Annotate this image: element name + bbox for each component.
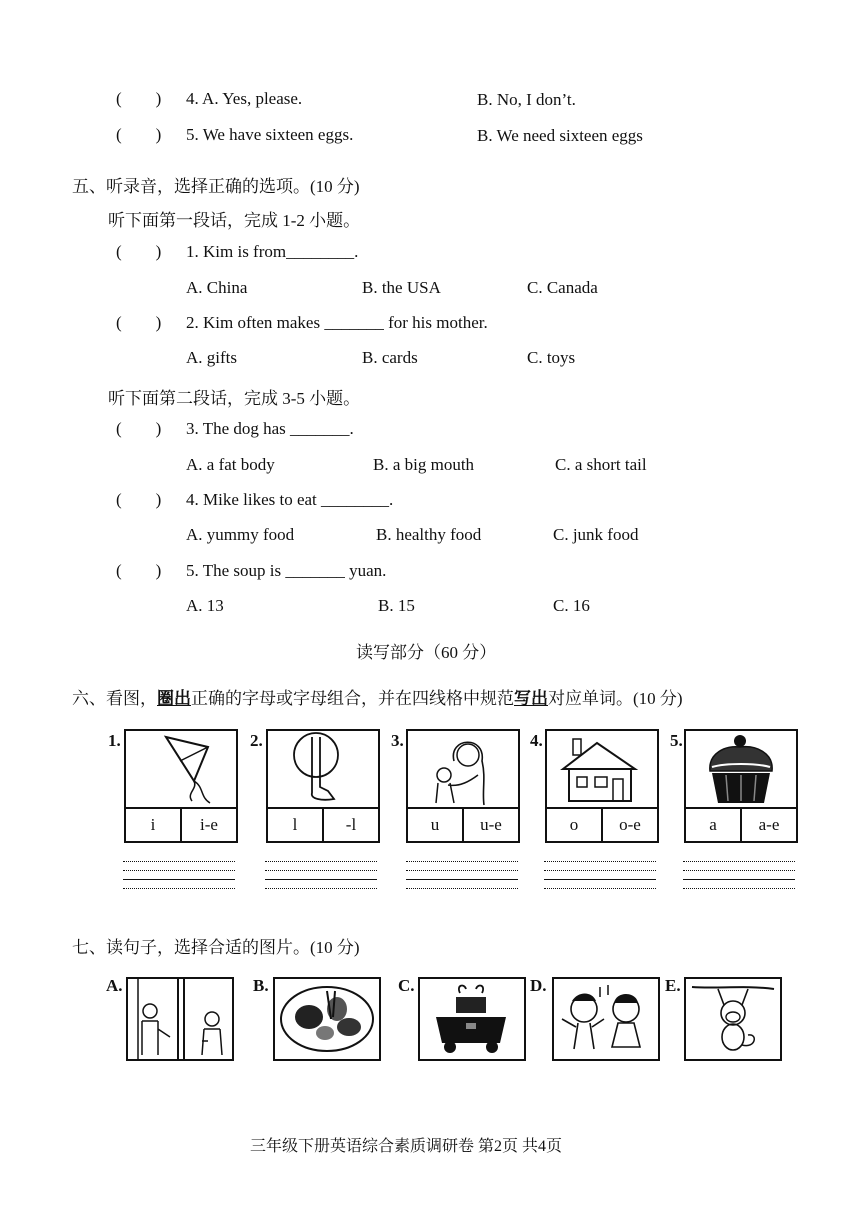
pic-label: B.: [253, 976, 269, 995]
answer-paren[interactable]: ( ): [116, 313, 162, 332]
pic-label: D.: [530, 976, 547, 995]
question-stem: 3. The dog has _______.: [186, 419, 354, 438]
pic-label: A.: [106, 976, 123, 995]
part6-item-4: [545, 729, 659, 843]
q4-option-b: B. No, I don’t.: [477, 90, 576, 109]
cupcake-icon: [686, 731, 796, 807]
part6-item-1: [124, 729, 238, 843]
dialog1-instruction: 听下面第一段话，完成 1-2 小题。: [108, 211, 361, 230]
picture-c[interactable]: [418, 977, 526, 1061]
option-a: A. gifts: [186, 348, 237, 367]
question-stem: 5. The soup is _______ yuan.: [186, 561, 387, 580]
option-2[interactable]: u-e: [480, 815, 502, 834]
option-c: C. a short tail: [555, 455, 647, 474]
picture-b[interactable]: [273, 977, 381, 1061]
picture-a[interactable]: [126, 977, 234, 1061]
option-a: A. yummy food: [186, 525, 295, 544]
q5-option-b: B. We need sixteen eggs: [477, 126, 643, 145]
part6-item-5: [684, 729, 798, 843]
answer-paren[interactable]: ( ): [116, 242, 162, 261]
option-c: C. junk food: [553, 525, 639, 544]
item-number: 5.: [670, 731, 683, 750]
robot-toy-icon: [420, 979, 524, 1059]
item-number: 3.: [391, 731, 404, 750]
item-number: 4.: [530, 731, 543, 750]
dancing-kids-icon: [554, 979, 658, 1059]
part6-item-2: [266, 729, 380, 843]
option-1[interactable]: i: [150, 815, 156, 834]
house-icon: [547, 731, 657, 807]
answer-paren[interactable]: ( ): [116, 89, 162, 108]
part5-title: 五、听录音，选择正确的选项。(10 分): [72, 177, 360, 196]
part6-item-3: [406, 729, 520, 843]
monkey-icon: [686, 979, 780, 1059]
question-stem: 2. Kim often makes _______ for his mother.: [186, 313, 488, 332]
page-footer: 三年级下册英语综合素质调研卷 第2页 共4页: [250, 1138, 563, 1155]
q4-option-a: 4. A. Yes, please.: [186, 89, 303, 108]
kite-icon: [126, 731, 236, 807]
option-2[interactable]: a-e: [758, 815, 780, 834]
question-stem: 1. Kim is from________.: [186, 242, 359, 261]
question-stem: 4. Mike likes to eat ________.: [186, 490, 394, 509]
leg-icon: [268, 731, 378, 807]
option-c: C. Canada: [527, 278, 598, 297]
option-2[interactable]: i-e: [200, 815, 218, 834]
title-pre: 六、看图，: [72, 689, 157, 708]
two-people-doors-icon: [128, 979, 232, 1059]
option-b: B. the USA: [362, 278, 441, 297]
option-b: B. cards: [362, 348, 418, 367]
item-number: 1.: [108, 731, 121, 750]
four-line-grid[interactable]: [406, 853, 518, 889]
option-b: B. a big mouth: [373, 455, 475, 474]
option-a: A. 13: [186, 596, 224, 615]
option-a: A. a fat body: [186, 455, 275, 474]
answer-paren[interactable]: ( ): [116, 125, 162, 144]
answer-paren[interactable]: ( ): [116, 419, 162, 438]
dialog2-instruction: 听下面第二段话，完成 3-5 小题。: [108, 389, 361, 408]
option-a: A. China: [186, 278, 248, 297]
food-plate-icon: [275, 979, 379, 1059]
option-1[interactable]: l: [292, 815, 298, 834]
title-underline-1: 圈出: [157, 689, 191, 708]
option-b: B. healthy food: [376, 525, 482, 544]
title-post: 对应单词。(10 分): [548, 689, 683, 708]
item-number: 2.: [250, 731, 263, 750]
mother-baby-icon: [408, 731, 518, 807]
option-1[interactable]: o: [569, 815, 579, 834]
pic-label: C.: [398, 976, 415, 995]
pic-label: E.: [665, 976, 681, 995]
four-line-grid[interactable]: [544, 853, 656, 889]
four-line-grid[interactable]: [683, 853, 795, 889]
picture-e[interactable]: [684, 977, 782, 1061]
option-b: B. 15: [378, 596, 415, 615]
title-mid: 正确的字母或字母组合，并在四线格中规范: [191, 689, 514, 708]
part7-title: 七、读句子，选择合适的图片。(10 分): [72, 938, 360, 957]
q5-option-a: 5. We have sixteen eggs.: [186, 125, 354, 144]
option-c: C. 16: [553, 596, 590, 615]
option-2[interactable]: -l: [345, 815, 357, 834]
option-2[interactable]: o-e: [619, 815, 641, 834]
answer-paren[interactable]: ( ): [116, 561, 162, 580]
picture-d[interactable]: [552, 977, 660, 1061]
four-line-grid[interactable]: [265, 853, 377, 889]
reading-writing-header: 读写部分（60 分）: [356, 643, 497, 662]
option-1[interactable]: a: [709, 815, 717, 834]
part6-title: [72, 684, 683, 709]
option-1[interactable]: u: [430, 815, 440, 834]
answer-paren[interactable]: ( ): [116, 490, 162, 509]
option-c: C. toys: [527, 348, 576, 367]
four-line-grid[interactable]: [123, 853, 235, 889]
title-underline-2: 写出: [514, 689, 548, 708]
